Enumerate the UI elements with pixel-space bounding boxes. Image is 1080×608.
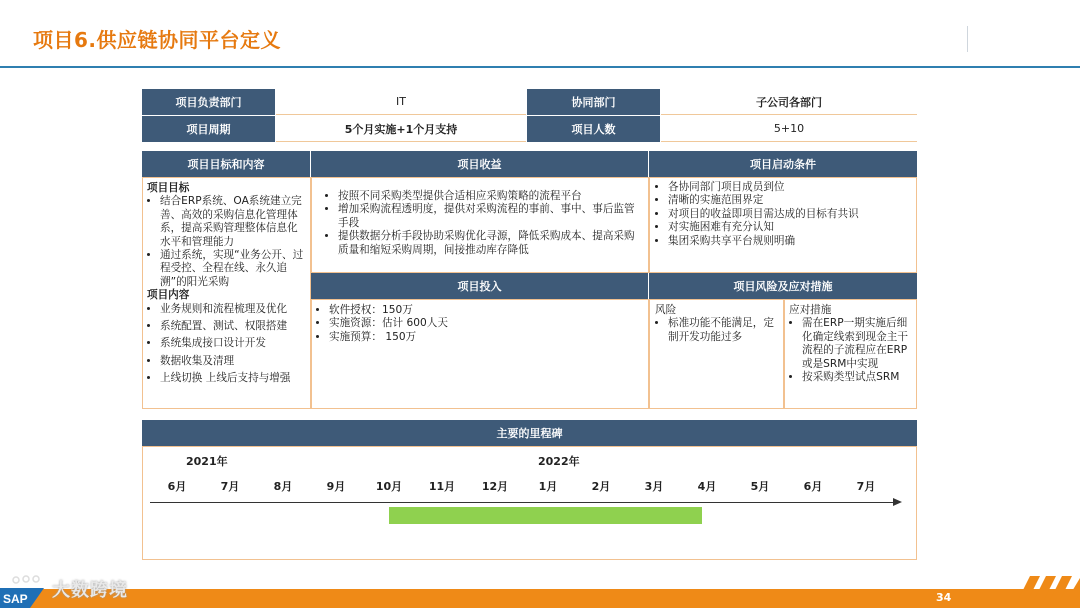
benefit-item: • 按照不同采购类型提供合适相应采购策略的流程平台 [338,190,643,203]
milestones-box [142,446,917,560]
month-label: 11月 [428,480,456,493]
collab-label: 协同部门 [527,89,660,115]
benefit-item: • 提供数据分析手段协助采购优化寻源，降低采购成本、提高采购质量和缩短采购周期，间接推动库存降低 [338,230,643,257]
title-divider [967,26,968,52]
month-label: 9月 [326,480,346,493]
investment-content [316,304,644,344]
goals-header: 项目目标和内容 [142,151,310,177]
month-label: 8月 [273,480,293,493]
investment-item: • 实施资源：估计 600人天 [329,317,644,330]
year-label: 2021年 [186,455,228,468]
milestones-header: 主要的里程碑 [142,420,917,446]
dept-value: IT [276,89,526,115]
dept-label: 项目负责部门 [142,89,275,115]
risk-title: 风险 [655,304,677,316]
measure-item: • 需在ERP一期实施后细化确定线索到现金主干流程的子流程应在ERP或是SRM中实现 [802,317,915,371]
month-label: 5月 [750,480,770,493]
startup-item: • 各协同部门项目成员到位 [668,181,913,194]
collab-value: 子公司各部门 [661,89,917,115]
benefits-header: 项目收益 [311,151,648,177]
month-label: 6月 [803,480,823,493]
period-value: 5个月实施+1个月支持 [276,116,526,142]
content-item: • 系统配置、测试、权限搭建 [160,320,307,333]
watermark-text: 大数跨境 [52,580,128,601]
staff-value: 5+10 [661,116,917,142]
measure-title: 应对措施 [789,304,832,316]
startup-content [655,181,913,248]
month-label: 3月 [644,480,664,493]
risk-item: • 标准功能不能满足，定制开发功能过多 [668,317,781,344]
content-title: 项目内容 [147,289,190,302]
investment-header: 项目投入 [311,273,648,299]
title-rule [0,66,1080,68]
timeline-arrow [893,498,902,506]
staff-label: 项目人数 [527,116,660,142]
startup-item: • 对项目的收益即项目需达成的目标有共识 [668,208,913,221]
benefit-item: • 增加采购流程透明度，提供对采购流程的事前、事中、事后监管手段 [338,203,643,230]
content-item: • 系统集成接口设计开发 [160,337,307,350]
startup-item: • 集团采购共享平台规则明确 [668,235,913,248]
risk-header: 项目风险及应对措施 [649,273,917,299]
goals-content [147,182,307,390]
timeline-axis [150,502,894,503]
startup-header: 项目启动条件 [649,151,917,177]
month-label: 2月 [591,480,611,493]
month-label: 7月 [856,480,876,493]
footer-bar [0,589,1080,608]
content-item: • 数据收集及清理 [160,355,307,368]
logo-text: SAP [3,592,28,606]
investment-item: • 实施预算： 150万 [329,331,644,344]
startup-item: • 清晰的实施范围界定 [668,194,913,207]
month-label: 1月 [538,480,558,493]
period-label: 项目周期 [142,116,275,142]
page-number: 34 [936,591,952,604]
risk-content [655,304,781,344]
month-label: 12月 [481,480,509,493]
startup-item: • 对实施困难有充分认知 [668,221,913,234]
goal-item: • 结合ERP系统、OA系统建立完善、高效的采购信息化管理体系，提高采购管理整体信息化水平和管理能力 [160,195,307,249]
benefits-content [325,190,643,257]
measure-item: • 按采购类型试点SRM [802,371,915,384]
content-item: • 业务规则和流程梳理及优化 [160,303,307,316]
goal-title: 项目目标 [147,182,190,194]
content-item: • 上线切换 上线后支持与增强 [160,372,307,385]
goal-item: • 通过系统，实现“业务公开、过程受控、全程在线、永久追溯”的阳光采购 [160,249,307,289]
page-title: 项目6.供应链协同平台定义 [33,28,282,52]
month-label: 6月 [167,480,187,493]
investment-item: • 软件授权：150万 [329,304,644,317]
footer-stripes [1000,566,1080,608]
month-label: 10月 [375,480,403,493]
year-label: 2022年 [538,455,580,468]
measure-content [789,304,915,384]
month-label: 4月 [697,480,717,493]
milestone-bar [389,507,702,524]
month-label: 7月 [220,480,240,493]
